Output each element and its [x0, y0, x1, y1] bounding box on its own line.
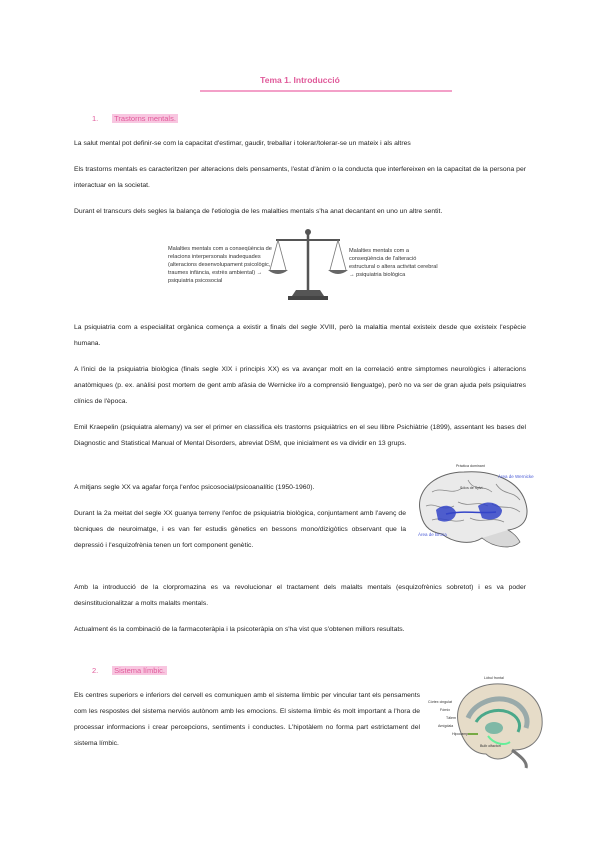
paragraph-psiquiatria-biologica: A l'inici de la psiquiatria biològica (finals segle XIX i principis XX) es va avançar molt en la correlació entre simptomes neurològics i alteracions anatòmiques (p. ex. anàlisi post mortem de gent amb afàsia de Wernicke i/o a comprensió llenguatge), però no va ser de gran ajuda pels psiquiatres clínics de l'època. — [74, 366, 526, 405]
brain2-label-6: Hipocamp — [452, 732, 469, 736]
section-heading-2 — [92, 666, 167, 675]
figure-brain-language-areas — [412, 462, 532, 562]
balance-scale-icon — [268, 226, 348, 306]
brain-sagittal-icon — [428, 672, 548, 772]
brain1-label-1: Pràctica dominant — [456, 464, 485, 468]
brain2-label-3: Fòrnix — [440, 708, 450, 712]
paragraph-actualment: Actualment és la combinació de la farmacoteràpia i la psicoteràpia on s'ha vist que s'obtenen millors resultats. — [74, 626, 405, 633]
paragraph-etiologia: Durant el transcurs dels segles la balança de l'etiologia de les malalties mentals s'ha anat decantant en uno un altre sentit. — [74, 208, 443, 215]
section-title: Trastorns mentals. — [114, 114, 176, 123]
paragraph-kraepelin: Emil Kraepelin (psiquiatra alemany) va ser el primer en classifica els trastorns psiquiàtrics en el seu llibre Psichiàtrie (1899), assentant les bases del Diagnostic and Statistical Manual of Mental Disorders, abreviat DSM, que inicialment es va dividir en 13 grups. — [74, 424, 526, 447]
section-heading-1 — [92, 114, 178, 123]
paragraph-psicosocial: A mitjans segle XX va agafar força l'enfoc psicosocial/psicoanalític (1950-1960). — [74, 484, 315, 491]
brain1-label-2: Àrea de Wernicke — [498, 474, 534, 479]
page-title: Tema 1. Introducció — [260, 75, 340, 85]
paragraph-clorpromazina: Amb la introducció de la clorpromazina es va revolucionar el tractament dels malalts mentals (esquizofrènics sobretot) i es va poder desinstitucionalitzar a molts malalts mentals. — [74, 584, 526, 607]
brain1-label-3: Àrea de Broca — [418, 532, 447, 537]
paragraph-salut-mental: La salut mental pot definir-se com la capacitat d'estimar, gaudir, treballar i tolerar/tolerar-se un mateix i als altres — [74, 140, 411, 147]
brain1-label-4: Sòlcs de Sylvi — [460, 486, 483, 490]
section-number: 2. — [92, 666, 99, 675]
paragraph-trastorns: Els trastorns mentals es caracteritzen per alteracions dels pensaments, l'estat d'ànim o la conducta que interfereixen en la capacitat de la persona per interactuar en la societat. — [74, 166, 526, 189]
paragraph-segona-meitat: Durant la 2a meitat del segle XX guanya terreny l'enfoc de psiquiatria biològica, conjuntament amb l'avenç de tècniques de neuroimatge, i es van fer estudis gènetics en bessons mono/dizigòtics observant que la depressió i l'esquizofrènia tenen un fort component genètic. — [74, 510, 406, 549]
figure-brain-limbic — [428, 672, 548, 772]
paragraph-psiquiatria-organica: La psiquiatria com a especialitat orgànica comença a existir a finals del segle XVIII, però la malaltia mental existeix desde que existeix l'espècie humana. — [74, 324, 526, 347]
figure-left-caption: Malalties mentals com a conseqüència de relacions interpersonals inadequades (alteracions desenvolupament psicològic, traumes infància, estrès ambiental) → psiquiatria psicosocial — [168, 246, 272, 284]
brain2-label-2: Còrtex cingulat — [428, 700, 452, 704]
brain2-label-5: Amígdala — [438, 724, 454, 728]
brain2-label-7: Bulb olfactori — [480, 744, 501, 748]
brain2-label-1: Lòbul frontal — [484, 676, 504, 680]
section-number: 1. — [92, 114, 99, 123]
section-title: Sistema límbic. — [114, 666, 165, 675]
figure-balance — [168, 226, 438, 306]
figure-right-caption: Malalties mentals com a conseqüència de l'alteració estructural o altera activitat cerebral → psiquiatria biològica — [349, 248, 438, 278]
brain2-label-4: Tàlem — [446, 716, 456, 720]
paragraph-sistema-limbic: Els centres superiors e inferiors del cervell es comuniquen amb el sistema límbic per vincular tant els pensaments com les respostes del sistema nerviós autònom amb les emocions. El sistema límbic és molt important a l'hora de processar informacions i crear percepcions, sentiments i conductes. L'hipotàlem no forma part estrictament del sistema límbic. — [74, 692, 420, 747]
title-underline — [200, 90, 452, 92]
